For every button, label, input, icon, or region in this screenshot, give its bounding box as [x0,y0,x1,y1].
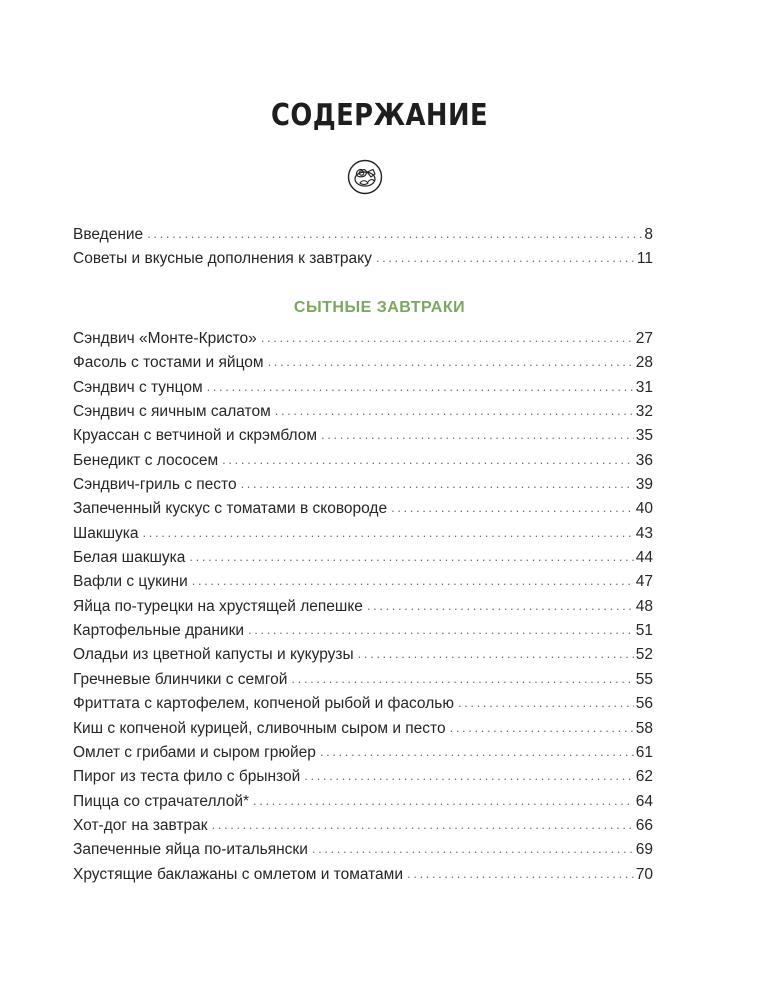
dot-leader [304,764,634,788]
toc-entry-label: Омлет с грибами и сыром грюйер [73,743,316,761]
toc-section-list [73,327,653,887]
toc-entry-page-number: 43 [635,524,653,542]
dot-leader [320,740,634,764]
section-heading: СЫТНЫЕ ЗАВТРАКИ [293,299,466,316]
dot-leader [391,496,634,520]
dot-leader [268,350,634,374]
toc-entry-page-number: 66 [635,816,653,834]
toc-entry [73,619,653,643]
toc-entry [73,424,653,448]
toc-entry-page-number: 52 [635,646,653,664]
toc-entry [73,570,653,594]
toc-entry-label: Сэндвич с тунцом [73,378,203,396]
toc-entry-label: Вафли с цукини [73,573,188,591]
toc-entry [73,838,653,862]
toc-entry-page-number: 40 [635,500,653,518]
toc-entry [73,522,653,546]
dot-leader [241,472,634,496]
toc-entry-label: Картофельные драники [73,622,245,640]
toc-entry-label: Сэндвич с яичным салатом [73,403,271,421]
toc-entry-page-number: 31 [635,378,653,396]
toc-entry [73,449,653,473]
toc-entry [73,376,653,400]
dot-leader [147,222,642,246]
toc-entry-label: Киш с копченой курицей, сливочным сыром и песто [73,719,446,737]
toc-entry [73,692,653,716]
toc-entry [73,400,653,424]
toc-entry-label: Белая шакшука [73,549,186,567]
toc-intro-list [73,223,653,272]
toc-entry-page-number: 11 [636,250,653,268]
page-title: СОДЕРЖАНИЕ [270,98,489,133]
toc-entry-label: Хот-дог на завтрак [73,816,208,834]
dot-leader [275,399,634,423]
toc-entry-label: Хрустящие баклажаны с омлетом и томатами [73,865,403,883]
toc-entry-page-number: 44 [635,549,653,567]
toc-entry-label: Запеченный кускус с томатами в сковороде [73,500,388,518]
toc-entry [73,327,653,351]
toc-entry-page-number: 39 [635,476,653,494]
toc-entry [73,863,653,887]
breakfast-emblem-icon [346,158,384,196]
toc-entry [73,717,653,741]
toc-entry-page-number: 28 [635,354,653,372]
dot-leader [312,837,634,861]
toc-entry [73,668,653,692]
toc-entry [73,546,653,570]
dot-leader [367,594,634,618]
toc-entry-page-number: 62 [635,768,653,786]
toc-entry-label: Советы и вкусные дополнения к завтраку [73,250,372,268]
toc-entry-page-number: 48 [635,597,653,615]
dot-leader [192,569,634,593]
dot-leader [207,375,634,399]
toc-entry-page-number: 70 [635,865,653,883]
toc-entry-label: Пицца со страчателлой* [73,792,250,810]
toc-entry-label: Шакшука [73,524,139,542]
toc-entry-page-number: 27 [635,330,653,347]
toc-entry-label: Бенедикт с лососем [73,451,219,469]
dot-leader [450,716,634,740]
toc-entry-label: Круассан с ветчиной и скрэмблом [73,427,318,445]
toc-entry-label: Фасоль с тостами и яйцом [73,354,264,372]
toc-entry-page-number: 8 [644,226,653,243]
toc-entry [73,643,653,667]
toc-entry [73,765,653,789]
dot-leader [291,667,633,691]
toc-entry [73,247,653,271]
dot-leader [248,618,634,642]
dot-leader [407,862,634,886]
toc-entry-label: Пирог из теста фило с брынзой [73,768,301,786]
toc-entry-page-number: 58 [635,719,653,737]
toc-entry-page-number: 55 [635,670,653,688]
toc-entry [73,223,653,247]
toc-entry-page-number: 64 [635,792,653,810]
toc-entry [73,790,653,814]
toc-entry-label: Фриттата с картофелем, копченой рыбой и фасолью [73,695,454,713]
toc-entry-page-number: 35 [635,427,653,445]
dot-leader [261,326,634,350]
toc-entry-page-number: 32 [635,403,653,421]
toc-entry-label: Гречневые блинчики с семгой [73,670,288,688]
dot-leader [321,423,634,447]
toc-entry-page-number: 51 [635,622,653,640]
toc-entry-label: Яйца по-турецки на хрустящей лепешке [73,597,363,615]
toc-entry-page-number: 61 [635,743,653,761]
toc-entry [73,741,653,765]
toc-entry [73,473,653,497]
toc-entry [73,814,653,838]
dot-leader [458,691,634,715]
toc-entry [73,351,653,375]
toc-entry-label: Запеченные яйца по-итальянски [73,841,308,859]
toc-entry-label: Оладьи из цветной капусты и кукурузы [73,646,354,664]
dot-leader [376,246,635,270]
toc-entry [73,497,653,521]
toc-entry-label: Сэндвич-гриль с песто [73,476,237,494]
toc-entry-label: Сэндвич «Монте-Кристо» [73,330,257,347]
dot-leader [222,448,634,472]
dot-leader [189,545,633,569]
toc-entry-label: Введение [73,226,144,243]
dot-leader [358,642,634,666]
dot-leader [212,813,634,837]
toc-entry-page-number: 47 [635,573,653,591]
dot-leader [253,789,634,813]
toc-entry [73,595,653,619]
dot-leader [143,521,634,545]
toc-entry-page-number: 56 [635,695,653,713]
toc-entry-page-number: 69 [635,841,653,859]
toc-entry-page-number: 36 [635,451,653,469]
